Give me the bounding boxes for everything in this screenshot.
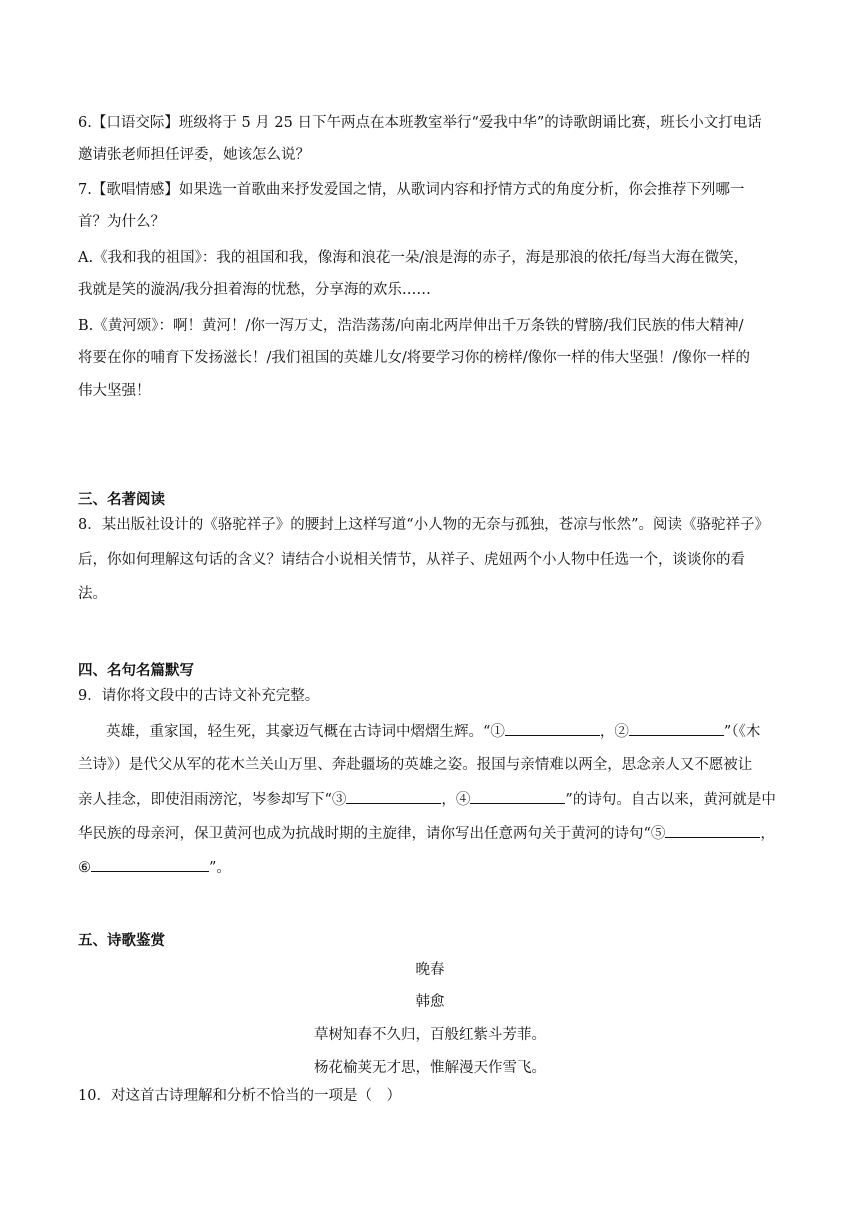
q9-passage-line1: 英雄，重家国，轻生死，其豪迈气概在古诗词中熠熠生辉。“① ，② ”（《木 (106, 721, 811, 742)
q6-line1: 6.【口语交际】班级将于 5 月 25 日下午两点在本班教室举行“爱我中华”的诗歌朗诵比赛，班长小文打电话 (78, 115, 762, 131)
q9-passage-line4: 华民族的母亲河，保卫黄河也成为抗战时期的主旋律，请你写出任意两句关于黄河的诗句“⑤ ， (78, 823, 783, 844)
blank-5[interactable] (665, 823, 760, 838)
blank-2[interactable] (629, 721, 724, 736)
poem-line-2: 杨花榆荚无才思，惟解漫天作雪飞。 (314, 1060, 546, 1076)
blank-3[interactable] (346, 789, 441, 804)
q7-option-b-line1: B.《黄河颂》：啊！黄河！/你一泻万丈，浩浩荡荡/向南北两岸伸出千万条铁的臂膀/我们民族的伟大精神/ (78, 318, 744, 334)
q7-option-a-line1: A.《我和我的祖国》：我的祖国和我，像海和浪花一朵/浪是海的赤子，海是那浪的依托/每当大海在微笑， (78, 250, 749, 266)
poem-author: 韩愈 (415, 994, 445, 1010)
blank-4[interactable] (470, 789, 565, 804)
q10-prompt: 10．对这首古诗理解和分析不恰当的一项是（ ） (78, 1088, 401, 1104)
poem-line-1: 草树知春不久归，百般红紫斗芳菲。 (314, 1027, 546, 1043)
section-heading-recitation: 四、名句名篇默写 (78, 663, 194, 679)
section-heading-reading: 三、名著阅读 (78, 492, 165, 508)
q7-line1: 7.【歌唱情感】如果选一首歌曲来抒发爱国之情，从歌词内容和抒情方式的角度分析，你会推荐下列哪一 (78, 182, 745, 198)
q7-line2: 首？为什么？ (78, 214, 165, 230)
q9-passage-line5: ⑥ ”。 (78, 857, 783, 878)
q9-passage-line3: 亲人挂念，即使泪雨滂沱，岑参却写下“③ ，④ ”的诗句。自古以来，黄河就是中 (78, 789, 783, 810)
q9-passage-line2: 兰诗》）是代父从军的花木兰关山万里、奔赴疆场的英雄之姿。报国与亲情难以两全，思念亲人又不愿被让 (78, 757, 753, 773)
q8-line1: 8．某出版社设计的《骆驼祥子》的腰封上这样写道“小人物的无奈与孤独，苍凉与怅然”。阅读《骆驼祥子》 (78, 517, 770, 533)
section-heading-poetry: 五、诗歌鉴赏 (78, 933, 165, 949)
blank-6[interactable] (91, 857, 209, 872)
q8-line2: 后，你如何理解这句话的含义？请结合小说相关情节，从祥子、虎妞两个小人物中任选一个，谈谈你的看 (78, 552, 745, 568)
q7-option-b-line2: 将要在你的哺育下发扬滋长！/我们祖国的英雄儿女/将要学习你的榜样/像你一样的伟大坚强！/像你一样的 (78, 350, 751, 366)
poem-title: 晚春 (415, 962, 445, 978)
blank-1[interactable] (505, 721, 600, 736)
q8-line3: 法。 (78, 586, 107, 602)
q6-line2: 邀请张老师担任评委，她该怎么说？ (78, 147, 310, 163)
q7-option-b-line3: 伟大坚强！ (78, 383, 151, 399)
q7-option-a-line2: 我就是笑的漩涡/我分担着海的忧愁，分享海的欢乐…… (78, 282, 431, 298)
q9-prompt: 9．请你将文段中的古诗文补充完整。 (78, 688, 320, 704)
